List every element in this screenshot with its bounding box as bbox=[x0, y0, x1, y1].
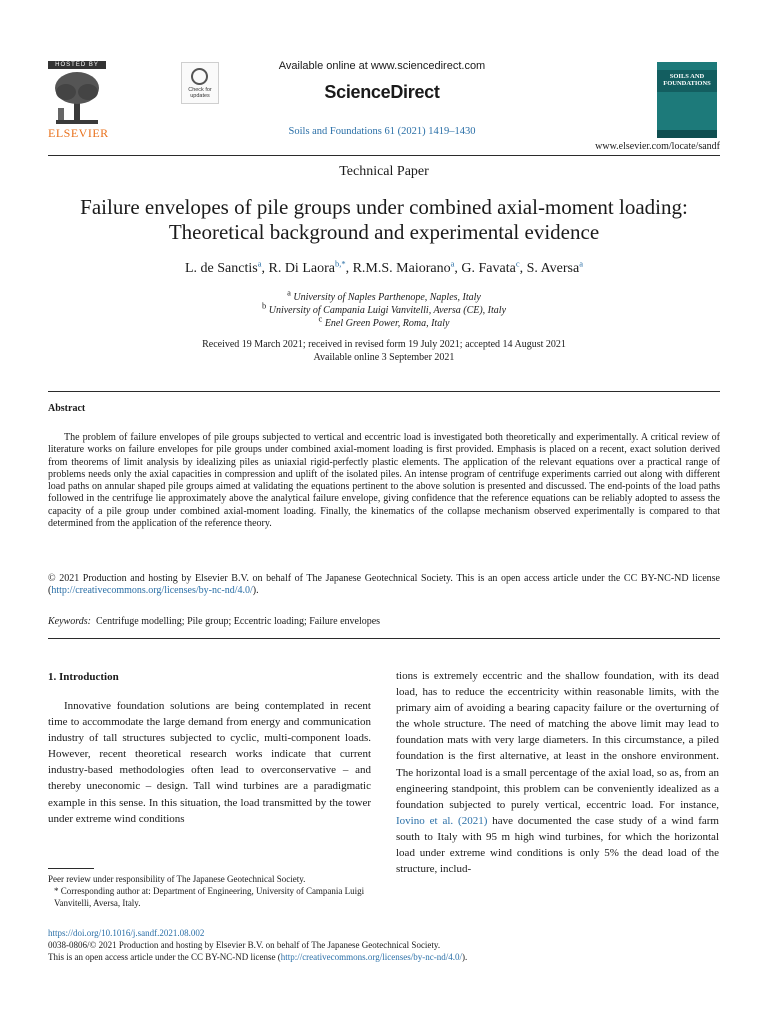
author-affiliation-mark[interactable]: a bbox=[257, 258, 262, 269]
license-link[interactable]: http://creativecommons.org/licenses/by-nc-nd/4.0/ bbox=[51, 585, 253, 597]
abstract-heading: Abstract bbox=[48, 403, 86, 414]
open-access-note bbox=[48, 951, 720, 963]
section-heading-introduction: 1. Introduction bbox=[48, 671, 119, 683]
copyright-text: © 2021 Production and hosting by Elsevier B.V. on behalf of The Japanese Geotechnical Society. This is an open access article under the CC BY-NC-ND license ( bbox=[48, 573, 720, 597]
check-for-updates-badge[interactable] bbox=[181, 62, 219, 104]
journal-cover-thumbnail[interactable] bbox=[657, 62, 717, 138]
citation-link[interactable]: Iovino et al. (2021) bbox=[396, 814, 488, 827]
author-name[interactable]: G. Favata bbox=[461, 261, 516, 276]
bookmark-icon bbox=[191, 68, 208, 85]
author-name[interactable]: L. de Sanctis bbox=[184, 261, 258, 276]
corresponding-author-note: * Corresponding author at: Department of Engineering, University of Campania Luigi Vanvitelli, Aversa, Italy. bbox=[54, 886, 365, 908]
body-column-right bbox=[396, 668, 719, 877]
author-affiliation-mark[interactable]: c bbox=[515, 258, 520, 269]
footnote-divider bbox=[48, 868, 94, 869]
footnotes bbox=[48, 873, 371, 909]
hosted-by-label: HOSTED BY bbox=[48, 61, 106, 69]
issn-copyright: 0038-0806/© 2021 Production and hosting by Elsevier B.V. on behalf of The Japanese Geotechnical Society. bbox=[48, 940, 441, 950]
header-divider bbox=[48, 155, 720, 156]
copyright-suffix: ). bbox=[252, 585, 259, 597]
body-column-left: Innovative foundation solutions are being contemplated in recent time to accommodate the large demand from energy and communication industry of tall structures subjected to cyclic, multi-component loads. However, recent theoretical research works indicate that current industry-based methodologies often lead to overconservative – and thereby uneconomic – design. Tall wind turbines are a paradigmatic example in this sense. In this situation, the load transmitted by the tower under extreme wind conditions bbox=[48, 700, 371, 825]
affiliation-text: Enel Green Power, Roma, Italy bbox=[324, 318, 450, 329]
abstract-bottom-divider bbox=[48, 638, 720, 639]
author-separator: , bbox=[261, 261, 269, 276]
license-link[interactable]: http://creativecommons.org/licenses/by-nc-nd/4.0/ bbox=[280, 952, 462, 962]
author-separator: , bbox=[345, 261, 353, 276]
open-access-text: This is an open access article under the CC BY-NC-ND license ( bbox=[48, 952, 281, 962]
available-online-text: Available online at www.sciencedirect.com bbox=[278, 60, 486, 72]
received-dates: Received 19 March 2021; received in revised form 19 July 2021; accepted 14 August 2021 bbox=[202, 339, 566, 350]
doi-link[interactable]: https://doi.org/10.1016/j.sandf.2021.08.002 bbox=[48, 928, 205, 938]
elsevier-tree-icon bbox=[52, 70, 102, 126]
affiliation-text: University of Naples Parthenope, Naples, Italy bbox=[293, 292, 481, 303]
available-online-date: Available online 3 September 2021 bbox=[313, 352, 455, 363]
open-access-suffix: ). bbox=[461, 952, 468, 962]
affiliation-mark: b bbox=[261, 300, 267, 311]
affiliation-c bbox=[0, 313, 768, 329]
bottom-matter bbox=[48, 927, 720, 963]
author-list bbox=[0, 258, 768, 277]
affiliation-text: University of Campania Luigi Vanvitelli, Aversa (CE), Italy bbox=[268, 305, 507, 316]
body-text: tions is extremely eccentric and the shallow foundation, with its dead load, has to reduce the eccentricity within reasonable limits, with the primary aim of avoiding a bearing capacity failure or the overturning of the whole structure. The need of matching the above limit may lead to foundation mats with very large diameters. In this circumstance, a piled foundation is the first alternative, at least in the onshore environment. The horizontal load is a small percentage of the axial load, so as, from an engineering standpoint, this problem can be conveniently idealized as a foundation subjected to purely vertical, eccentric load. For instance, bbox=[396, 670, 719, 811]
cover-strip bbox=[657, 130, 717, 138]
elsevier-logo[interactable] bbox=[48, 61, 109, 140]
check-updates-label: Check for updates bbox=[188, 87, 212, 99]
keywords-list: Centrifuge modelling; Pile group; Eccentric loading; Failure envelopes bbox=[95, 616, 381, 627]
affiliation-a bbox=[0, 287, 768, 303]
author-name[interactable]: S. Aversa bbox=[526, 261, 580, 276]
article-history bbox=[0, 338, 768, 364]
journal-citation-link[interactable]: Soils and Foundations 61 (2021) 1419–1430 bbox=[288, 126, 476, 137]
peer-review-note: Peer review under responsibility of The Japanese Geotechnical Society. bbox=[48, 874, 306, 884]
affiliation-b bbox=[0, 300, 768, 316]
journal-homepage-url[interactable]: www.elsevier.com/locate/sandf bbox=[595, 141, 720, 152]
affiliation-mark: a bbox=[287, 287, 291, 298]
body-text: have documented the case study of a wind farm south to Italy with 95 m high wind turbines, for which the horizontal load under extreme wind conditions is only 5% the dead load of the structure, includ- bbox=[396, 814, 719, 876]
paper-type-label: Technical Paper bbox=[339, 164, 429, 179]
keywords-line bbox=[48, 616, 720, 627]
cover-title: SOILS AND FOUNDATIONS bbox=[663, 73, 711, 87]
abstract-top-divider bbox=[48, 391, 720, 392]
affiliation-mark: c bbox=[318, 313, 323, 324]
sciencedirect-wordmark[interactable]: ScienceDirect bbox=[324, 82, 440, 102]
paper-title: Failure envelopes of pile groups under combined axial-moment loading: Theoretical background and experimental evidence bbox=[80, 195, 688, 244]
author-name[interactable]: R.M.S. Maiorano bbox=[352, 261, 451, 276]
keywords-label: Keywords: bbox=[48, 616, 91, 627]
author-affiliation-mark[interactable]: b,* bbox=[334, 258, 346, 269]
author-separator: , bbox=[519, 261, 527, 276]
elsevier-wordmark: ELSEVIER bbox=[48, 126, 109, 140]
author-separator: , bbox=[454, 261, 462, 276]
author-affiliation-mark[interactable]: a bbox=[450, 258, 455, 269]
author-name[interactable]: R. Di Laora bbox=[268, 261, 335, 276]
author-affiliation-mark[interactable]: a bbox=[579, 258, 583, 269]
abstract-text: The problem of failure envelopes of pile groups subjected to vertical and eccentric load is investigated both theoretically and experimentally. A critical review of literature works on failure envelopes for pile groups under combined axial-moment loading is first provided. Emphasis is placed on a recent, exact solution derived from theorems of limit analysis by idealizing piles as uniaxial rigid-perfectly plastic elements. The application of the relevant equations over a practical range of problems needs only the axial capacities in compression and uplift of the isolated piles. An intense program of centrifuge experiments carried out along with different load paths on annular shaped pile groups aimed at validating the equations pertinent to the above solution is presented and discussed. The end-points of the load paths followed in the centrifuge lie approximately above the analytical failure envelope, giving confidence that the reference equations can be reliably adopted to assess the capacity of a pile group under combined axial-moment loading. Finally, the kinematics of the collapse mechanism observed experimentally is compared to that determined from the application of the reference theory. bbox=[48, 432, 720, 530]
abstract-copyright bbox=[48, 573, 720, 598]
